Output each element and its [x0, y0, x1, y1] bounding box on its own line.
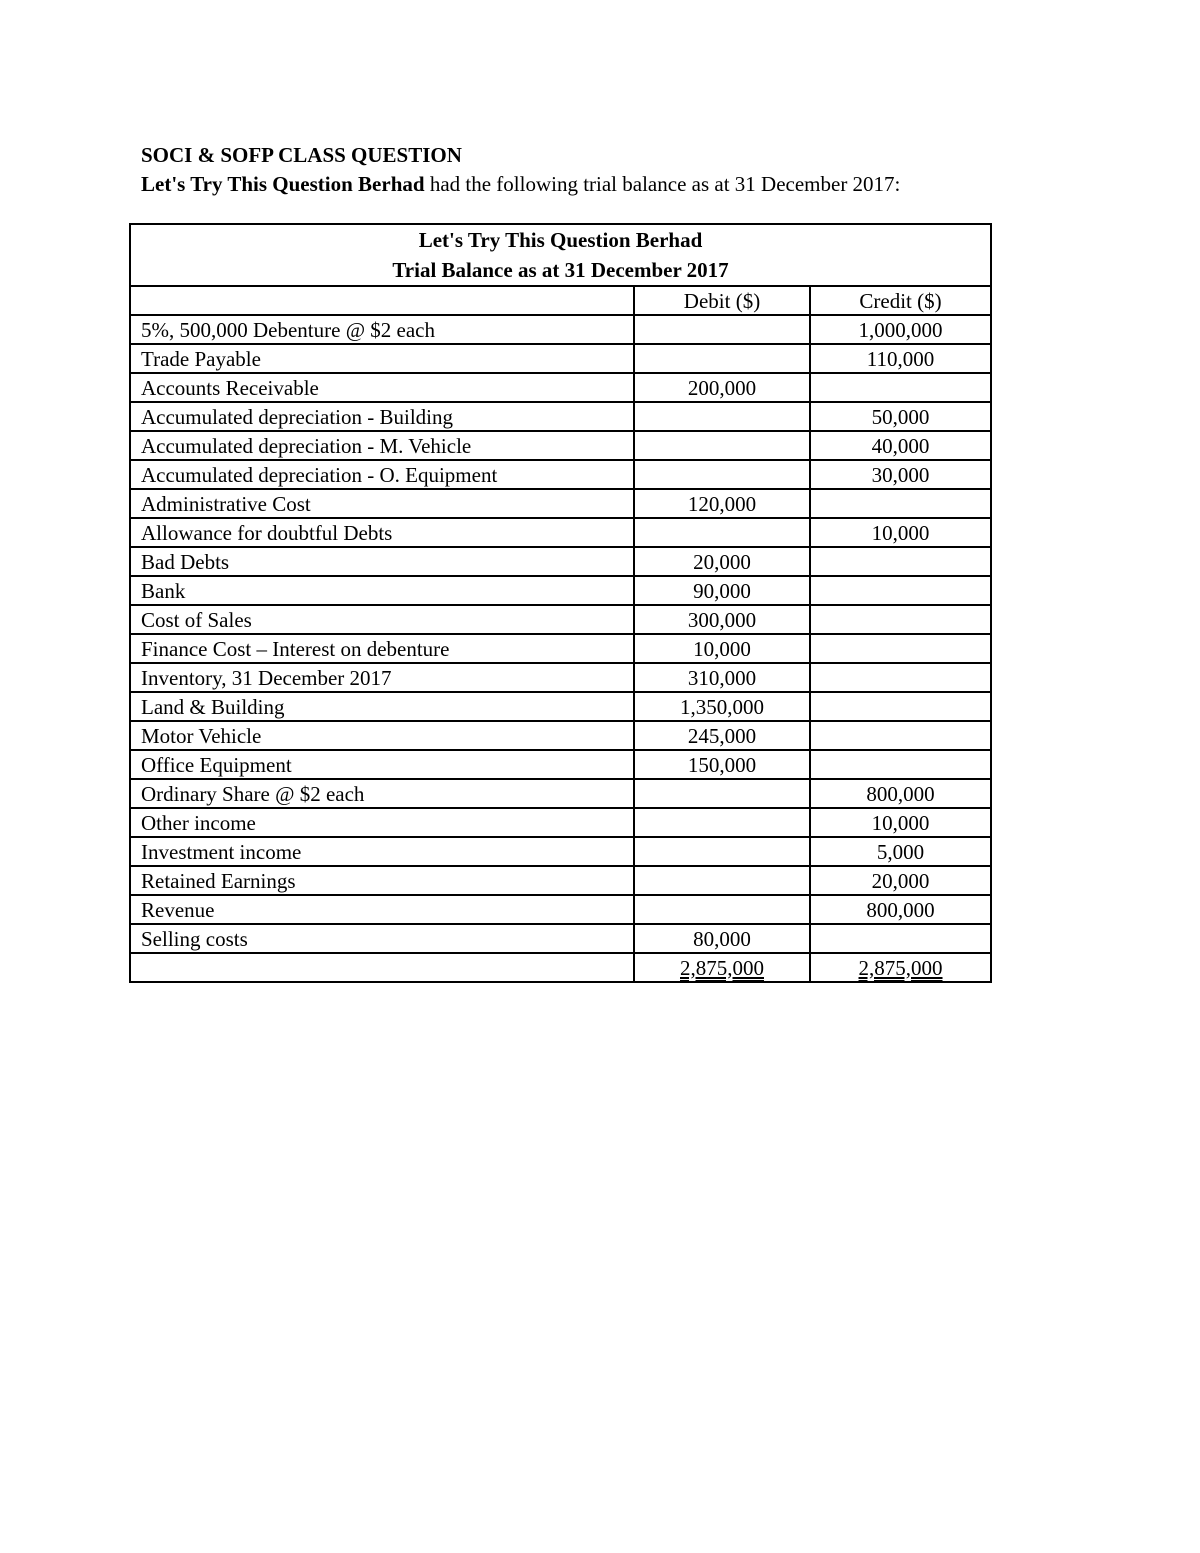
account-cell: Other income: [130, 808, 634, 837]
credit-cell: 50,000: [810, 402, 991, 431]
page-heading: SOCI & SOFP CLASS QUESTION: [141, 143, 462, 167]
credit-cell: [810, 924, 991, 953]
table-row: [130, 721, 991, 750]
table-header-row: [130, 286, 991, 315]
total-credit: 2,875,000: [858, 955, 943, 980]
debit-cell: 310,000: [634, 663, 810, 692]
table-row: [130, 837, 991, 866]
account-cell: Accounts Receivable: [130, 373, 634, 402]
credit-cell: [810, 750, 991, 779]
header-debit: Debit ($): [634, 286, 810, 315]
debit-cell: 10,000: [634, 634, 810, 663]
account-cell: Accumulated depreciation - O. Equipment: [130, 460, 634, 489]
debit-cell: 300,000: [634, 605, 810, 634]
intro-sentence: [141, 171, 900, 197]
intro-company-name: Let's Try This Question Berhad: [141, 172, 425, 196]
debit-cell: 245,000: [634, 721, 810, 750]
table-row: [130, 547, 991, 576]
account-cell: Cost of Sales: [130, 605, 634, 634]
header-account-cell: [130, 286, 634, 315]
table-row: [130, 518, 991, 547]
table-title-row: [130, 224, 991, 286]
table-row: [130, 692, 991, 721]
total-debit-cell: [634, 953, 810, 982]
debit-cell: [634, 895, 810, 924]
table-row: [130, 402, 991, 431]
credit-cell: 800,000: [810, 895, 991, 924]
account-cell: Selling costs: [130, 924, 634, 953]
account-cell: Office Equipment: [130, 750, 634, 779]
credit-cell: [810, 605, 991, 634]
account-cell: Motor Vehicle: [130, 721, 634, 750]
total-credit-cell: [810, 953, 991, 982]
table-row: [130, 866, 991, 895]
credit-cell: [810, 692, 991, 721]
credit-cell: [810, 373, 991, 402]
credit-cell: 20,000: [810, 866, 991, 895]
table-title-date: Trial Balance as at 31 December 2017: [392, 258, 729, 282]
credit-cell: 30,000: [810, 460, 991, 489]
table-row: [130, 344, 991, 373]
debit-cell: 120,000: [634, 489, 810, 518]
credit-cell: 800,000: [810, 779, 991, 808]
table-row: [130, 605, 991, 634]
account-cell: Retained Earnings: [130, 866, 634, 895]
trial-balance-table: [129, 223, 992, 983]
intro-text: had the following trial balance as at 31 December 2017:: [424, 172, 901, 196]
table-row: [130, 634, 991, 663]
account-cell: Allowance for doubtful Debts: [130, 518, 634, 547]
debit-cell: [634, 315, 810, 344]
credit-cell: 10,000: [810, 518, 991, 547]
total-debit: 2,875,000: [680, 955, 764, 980]
table-row: [130, 895, 991, 924]
table-row: [130, 779, 991, 808]
credit-cell: [810, 721, 991, 750]
debit-cell: 200,000: [634, 373, 810, 402]
account-cell: Bad Debts: [130, 547, 634, 576]
debit-cell: [634, 460, 810, 489]
table-row: [130, 663, 991, 692]
total-label-cell: [130, 953, 634, 982]
credit-cell: [810, 576, 991, 605]
table-row: [130, 315, 991, 344]
credit-cell: 110,000: [810, 344, 991, 373]
credit-cell: [810, 663, 991, 692]
account-cell: Revenue: [130, 895, 634, 924]
account-cell: Land & Building: [130, 692, 634, 721]
account-cell: Ordinary Share @ $2 each: [130, 779, 634, 808]
debit-cell: 80,000: [634, 924, 810, 953]
debit-cell: [634, 866, 810, 895]
account-cell: Accumulated depreciation - M. Vehicle: [130, 431, 634, 460]
table-row: [130, 808, 991, 837]
table-row: [130, 431, 991, 460]
credit-cell: [810, 634, 991, 663]
table-total-row: [130, 953, 991, 982]
debit-cell: 150,000: [634, 750, 810, 779]
table-title-company: Let's Try This Question Berhad: [418, 228, 703, 252]
table-row: [130, 489, 991, 518]
debit-cell: 90,000: [634, 576, 810, 605]
credit-cell: 40,000: [810, 431, 991, 460]
account-cell: Trade Payable: [130, 344, 634, 373]
account-cell: Bank: [130, 576, 634, 605]
header-credit: Credit ($): [810, 286, 991, 315]
table-row: [130, 460, 991, 489]
account-cell: Inventory, 31 December 2017: [130, 663, 634, 692]
table-title: [130, 224, 991, 286]
debit-cell: 20,000: [634, 547, 810, 576]
credit-cell: 1,000,000: [810, 315, 991, 344]
debit-cell: [634, 779, 810, 808]
debit-cell: [634, 518, 810, 547]
credit-cell: 10,000: [810, 808, 991, 837]
credit-cell: [810, 547, 991, 576]
table-row: [130, 750, 991, 779]
account-cell: Accumulated depreciation - Building: [130, 402, 634, 431]
debit-cell: [634, 402, 810, 431]
debit-cell: [634, 431, 810, 460]
debit-cell: 1,350,000: [634, 692, 810, 721]
table-row: [130, 924, 991, 953]
account-cell: Administrative Cost: [130, 489, 634, 518]
account-cell: 5%, 500,000 Debenture @ $2 each: [130, 315, 634, 344]
account-cell: Finance Cost – Interest on debenture: [130, 634, 634, 663]
debit-cell: [634, 808, 810, 837]
debit-cell: [634, 344, 810, 373]
credit-cell: 5,000: [810, 837, 991, 866]
table-row: [130, 576, 991, 605]
table-row: [130, 373, 991, 402]
debit-cell: [634, 837, 810, 866]
credit-cell: [810, 489, 991, 518]
account-cell: Investment income: [130, 837, 634, 866]
